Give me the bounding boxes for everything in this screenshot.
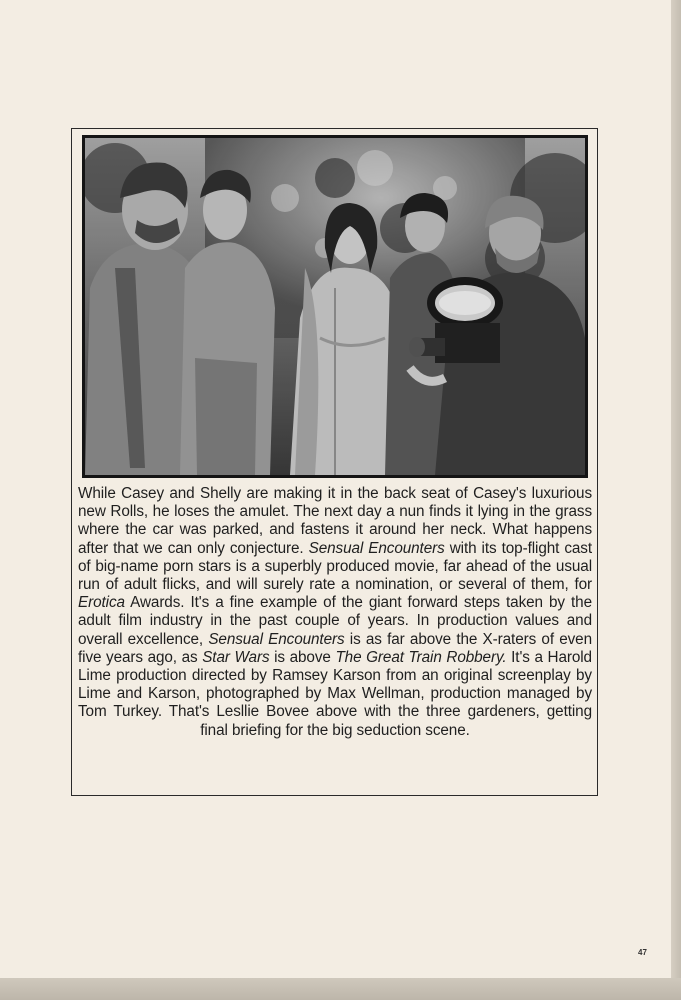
caption-text-run: is above	[269, 648, 336, 666]
caption-text-run: It's a Harold Lime production directed by Ramsey Karson from an original screenplay by Lime and Karson, photographed by Max Wellman, production managed by Tom Turkey. That's Lesllie Bovee above with the three gardeners, getting final briefing for the big seduction scene.	[78, 648, 592, 739]
caption-title-italic: Sensual Encounters	[208, 630, 345, 648]
caption-text-run: is as far above the X-raters of even five years ago, as	[78, 630, 592, 666]
page-edge-bottom	[0, 978, 681, 1000]
page-edge-right	[671, 0, 681, 1000]
caption-text-run: While Casey and Shelly are making it in the back seat of Casey's luxurious new Rolls, he loses the amulet. The next day a nun finds it lying in the grass where the car was parked, and fastens it around her neck. What happens after that we can only conjecture.	[78, 485, 592, 557]
caption-title-italic: Sensual Encounters	[308, 539, 445, 557]
photo-caption-frame	[71, 128, 598, 796]
caption-title-italic: The Great Train Robbery.	[335, 648, 507, 666]
photo-caption	[78, 485, 592, 740]
caption-title-italic: Star Wars	[202, 648, 270, 666]
page-number: 47	[638, 948, 647, 957]
caption-text-run: Awards. It's a fine example of the giant forward steps taken by the adult film industry in the past couple of years. In production values and overall excellence,	[78, 594, 592, 648]
film-set-photograph	[82, 135, 588, 478]
caption-text-run: with its top-flight cast of big-name porn stars is a superbly produced movie, far ahead of the usual run of adult flicks, and will surely rate a nomination, or several of them, for	[78, 539, 592, 594]
caption-title-italic: Erotica	[78, 594, 125, 612]
photo-image	[85, 138, 585, 475]
